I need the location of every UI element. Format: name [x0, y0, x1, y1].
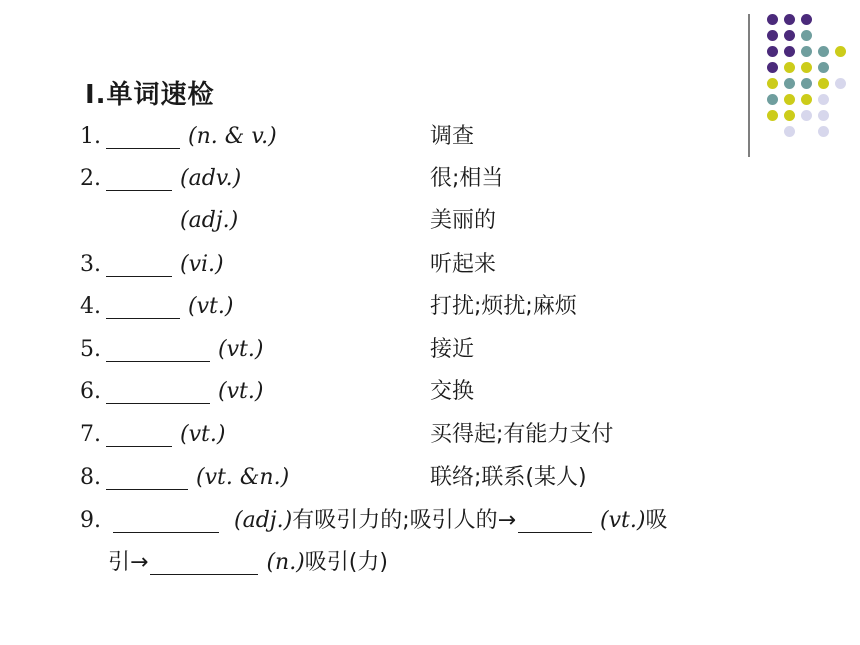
part-of-speech: (vt.) — [600, 508, 646, 533]
decor-dot — [801, 78, 812, 89]
word-item-row — [80, 461, 289, 495]
item-number: 9. — [80, 508, 101, 533]
answer-blank — [106, 207, 172, 233]
chinese-meaning: 调查 — [430, 124, 475, 149]
answer-blank — [106, 463, 188, 490]
part-of-speech: (vt.) — [218, 379, 264, 404]
word-item-row — [80, 290, 233, 324]
answer-blank — [113, 506, 219, 533]
answer-blank — [518, 506, 592, 533]
decor-dot — [784, 30, 795, 41]
word-item-row — [80, 333, 263, 367]
answer-blank — [106, 250, 172, 277]
decor-dot — [784, 62, 795, 73]
decor-dot — [801, 94, 812, 105]
decor-dot — [767, 78, 778, 89]
section-title: Ⅰ.单词速检 — [85, 80, 215, 110]
chinese-meaning: 很;相当 — [430, 166, 504, 191]
decor-dot — [784, 126, 795, 137]
meaning-text: 有吸引力的;吸引人的→ — [292, 508, 517, 533]
answer-blank — [106, 335, 210, 362]
decor-dot — [835, 46, 846, 57]
answer-blank — [106, 420, 172, 447]
item-number: 8. — [80, 465, 101, 490]
meaning-text: 引→ — [108, 550, 149, 575]
word-item-row — [80, 204, 238, 238]
decor-dot — [818, 62, 829, 73]
decor-dot — [767, 94, 778, 105]
answer-blank — [106, 122, 180, 149]
decor-dot — [784, 94, 795, 105]
chinese-meaning: 听起来 — [430, 252, 497, 277]
part-of-speech: (adj.) — [234, 508, 293, 533]
part-of-speech: (n.) — [266, 550, 305, 575]
decor-dot — [767, 14, 778, 25]
decor-dot — [767, 30, 778, 41]
item-number: 7. — [80, 422, 101, 447]
decor-dot — [767, 46, 778, 57]
decor-dot — [818, 110, 829, 121]
item-number: 2. — [80, 166, 101, 191]
decor-dot — [835, 78, 846, 89]
decor-dot — [818, 94, 829, 105]
decor-dot — [818, 126, 829, 137]
answer-blank — [106, 292, 180, 319]
item-number: 6. — [80, 379, 101, 404]
decor-dot — [767, 110, 778, 121]
decor-dot — [818, 78, 829, 89]
decor-dot — [818, 46, 829, 57]
word-item-row — [80, 418, 225, 452]
meaning-text: 吸 — [645, 508, 668, 533]
answer-blank — [106, 377, 210, 404]
word-item-row — [80, 162, 241, 196]
chinese-meaning: 打扰;烦扰;麻烦 — [430, 294, 577, 319]
decor-dot — [801, 14, 812, 25]
decor-dot — [767, 62, 778, 73]
part-of-speech: (adj.) — [180, 208, 239, 233]
chinese-meaning: 买得起;有能力支付 — [430, 422, 614, 447]
part-of-speech: (n. & v.) — [188, 124, 277, 149]
word-item-row — [80, 248, 224, 282]
part-of-speech: (vt.) — [180, 422, 226, 447]
word-item-row — [80, 120, 277, 154]
decor-dot — [801, 62, 812, 73]
decor-dot — [784, 46, 795, 57]
decor-dot — [801, 46, 812, 57]
word-item-row — [80, 375, 263, 409]
part-of-speech: (vt.) — [218, 337, 264, 362]
part-of-speech: (vt. &n.) — [196, 465, 290, 490]
answer-blank — [106, 164, 172, 191]
item-number: 5. — [80, 337, 101, 362]
part-of-speech: (adv.) — [180, 166, 242, 191]
chinese-meaning: 美丽的 — [430, 208, 497, 233]
decor-dot — [801, 110, 812, 121]
item-number: 4. — [80, 294, 101, 319]
chinese-meaning: 交换 — [430, 379, 475, 404]
decor-dot — [784, 78, 795, 89]
item-number: 3. — [80, 252, 101, 277]
item-number: 1. — [80, 124, 101, 149]
item-9-line-2 — [108, 546, 388, 580]
decor-dot — [801, 30, 812, 41]
chinese-meaning: 联络;联系(某人) — [430, 465, 587, 490]
item-9-line-1 — [80, 504, 668, 538]
part-of-speech: (vt.) — [188, 294, 234, 319]
chinese-meaning: 接近 — [430, 337, 475, 362]
meaning-text: 吸引(力) — [304, 550, 388, 575]
part-of-speech: (vi.) — [180, 252, 224, 277]
answer-blank — [150, 548, 258, 575]
decor-dot — [784, 110, 795, 121]
decor-dot — [784, 14, 795, 25]
